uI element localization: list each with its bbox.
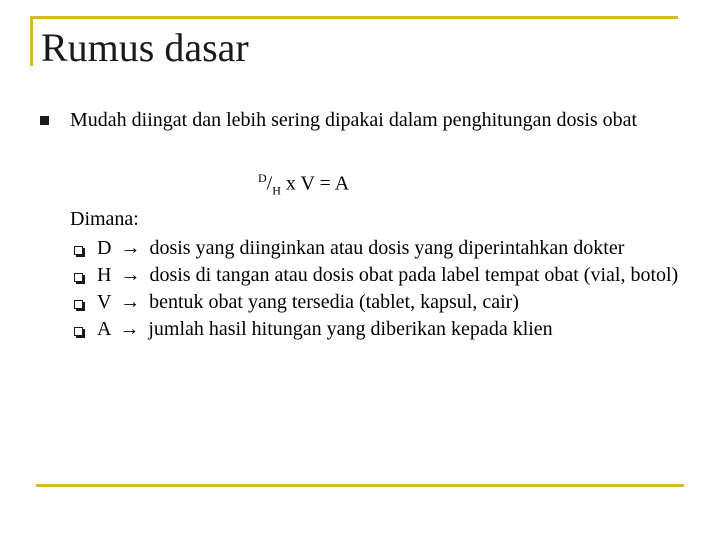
- dosage-formula: [258, 170, 349, 199]
- formula-numerator: D: [258, 171, 267, 185]
- hollow-square-bullet-icon: [74, 246, 83, 255]
- dimana-label: Dimana:: [70, 208, 139, 230]
- formula-slash: /: [266, 172, 273, 195]
- definition-symbol: A: [97, 318, 111, 340]
- right-arrow-icon: →: [119, 318, 140, 340]
- hollow-square-bullet-icon: [74, 327, 83, 336]
- definition-text: bentuk obat yang tersedia (tablet, kapsul, cair): [149, 291, 519, 313]
- hollow-square-bullet-icon: [74, 273, 83, 282]
- definition-text: dosis yang diinginkan atau dosis yang diperintahkan dokter: [149, 237, 625, 259]
- right-arrow-icon: →: [120, 264, 141, 286]
- definition-symbol: V: [97, 291, 112, 313]
- hollow-square-bullet-icon: [74, 300, 83, 309]
- main-bullet-text: Mudah diingat dan lebih sering dipakai dalam penghitungan dosis obat: [70, 109, 638, 131]
- definition-text: dosis di tangan atau dosis obat pada label tempat obat (vial, botol): [149, 264, 679, 286]
- definition-symbol: D: [97, 237, 112, 259]
- bottom-decorative-rule: [36, 484, 684, 487]
- right-arrow-icon: →: [120, 237, 141, 259]
- definition-symbol: H: [97, 264, 112, 286]
- right-arrow-icon: →: [120, 291, 141, 313]
- slide-title: Rumus dasar: [41, 25, 249, 70]
- definition-item-d: [70, 235, 690, 262]
- square-bullet-icon: [40, 116, 49, 125]
- definition-item-v: [70, 289, 690, 316]
- definition-item-h: [70, 262, 690, 289]
- definition-text: jumlah hasil hitungan yang diberikan kepada klien: [148, 318, 553, 340]
- formula-rest: x V = A: [280, 172, 350, 195]
- definition-list: [70, 235, 690, 343]
- formula-denominator: H: [272, 183, 281, 198]
- definition-item-a: [70, 316, 690, 343]
